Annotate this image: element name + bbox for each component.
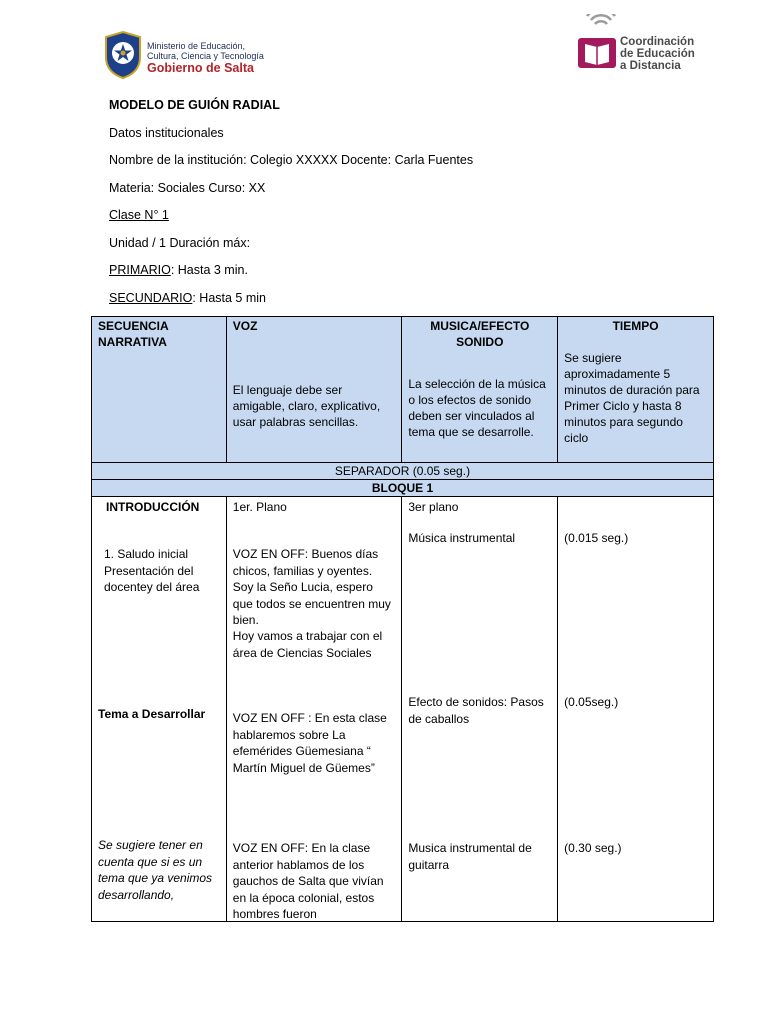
bloque-cell: BLOQUE 1 [92, 480, 714, 497]
saludo-inicial: 1. Saludo inicial Presentación del docentey del área [104, 547, 200, 594]
tiempo-1: (0.015 seg.) [564, 531, 629, 545]
bloque-body-row [92, 497, 714, 922]
document-title: MODELO DE GUIÓN RADIAL [109, 98, 280, 112]
coordinacion-logo [577, 14, 707, 74]
gobierno-salta-logo [104, 31, 284, 81]
header-secuencia [92, 317, 227, 463]
datos-institucionales: Datos institucionales [109, 125, 224, 140]
sugiere-note: Se sugiere tener en cuenta que si es un tema que ya venimos desarrollando, [98, 838, 213, 902]
header-tiempo-desc: Se sugiere aproximadamente 5 minutos de duración para Primer Ciclo y hasta 8 minutos para segundo ciclo [564, 351, 700, 445]
voz-en-off-1: VOZ EN OFF: Buenos días chicos, familias y oyentes. Soy la Seño Lucia, espero que todos se encuentren muy bien. [232, 547, 391, 627]
header-tiempo [558, 317, 714, 463]
unidad-line: Unidad / 1 Duración máx: [109, 235, 251, 250]
primario-duration: : Hasta 3 min. [170, 263, 248, 277]
secundario-duration: : Hasta 5 min [192, 290, 266, 305]
gobierno-salta-text: Gobierno de Salta [147, 61, 254, 75]
header-tiempo-label: TIEMPO [612, 319, 659, 333]
secuencia-cell [92, 497, 227, 922]
primario-line [109, 261, 473, 289]
musica-cell [402, 497, 558, 922]
header-secuencia-label: SECUENCIA NARRATIVA [98, 319, 169, 349]
table-header-row [92, 317, 714, 463]
voz-en-off-2: VOZ EN OFF : En esta clase hablaremos sobre La efemérides Güemesiana “ Martín Miguel de Güemes” [232, 711, 387, 775]
musica-guitarra: Musica instrumental de guitarra [408, 841, 532, 872]
coordinacion-line-3: a Distancia [620, 60, 681, 72]
header-musica [402, 317, 558, 463]
header-voz [226, 317, 402, 463]
tiempo-3: (0.30 seg.) [564, 841, 622, 855]
voz-en-off-1b: Hoy vamos a trabajar con el área de Ciencias Sociales [232, 629, 383, 660]
bloque-row [92, 480, 714, 497]
musica-instrumental: Música instrumental [408, 531, 516, 545]
radio-book-icon [577, 14, 617, 70]
tiempo-2: (0.05seg.) [564, 695, 619, 709]
efecto-sonidos: Efecto de sonidos: Pasos de caballos [408, 695, 544, 726]
header-musica-desc: La selección de la música o los efectos de sonido deben ser vinculados al tema que se desarrolle. [408, 377, 546, 439]
introduccion-label: INTRODUCCIÓN [106, 500, 200, 514]
header-voz-label: VOZ [232, 319, 258, 333]
tercer-plano-label: 3er plano [408, 500, 459, 514]
institucion-line: Nombre de la institución: Colegio XXXXX Docente: Carla Fuentes [109, 153, 474, 167]
primario-label: PRIMARIO [109, 263, 171, 277]
document-meta [109, 96, 473, 316]
materia-line: Materia: Sociales Curso: XX [109, 180, 266, 195]
guion-table [91, 316, 714, 922]
coordinacion-line-2: de Educación [620, 48, 695, 60]
salta-seal-icon [104, 31, 142, 79]
primer-plano-label: 1er. Plano [232, 500, 287, 514]
voz-cell [226, 497, 402, 922]
separador-cell: SEPARADOR (0.05 seg.) [92, 463, 714, 480]
secundario-line [109, 289, 473, 317]
coordinacion-line-1: Coordinación [620, 36, 695, 48]
ministerio-line-2: Cultura, Ciencia y Tecnología [147, 51, 264, 61]
tiempo-cell [558, 497, 714, 922]
separador-row [92, 463, 714, 480]
header-musica-label: MUSICA/EFECTO SONIDO [430, 319, 530, 349]
header-voz-desc: El lenguaje debe ser amigable, claro, explicativo, usar palabras sencillas. [232, 383, 381, 429]
clase-line: Clase N° 1 [109, 208, 169, 222]
secundario-label: SECUNDARIO [109, 290, 193, 305]
ministerio-line-1: Ministerio de Educación, [147, 41, 246, 51]
page-header [0, 0, 768, 90]
voz-en-off-3: VOZ EN OFF: En la clase anterior hablamos de los gauchos de Salta que vivían en la época colonial, estos hombres fueron [232, 841, 384, 921]
tema-desarrollar: Tema a Desarrollar [98, 707, 206, 721]
